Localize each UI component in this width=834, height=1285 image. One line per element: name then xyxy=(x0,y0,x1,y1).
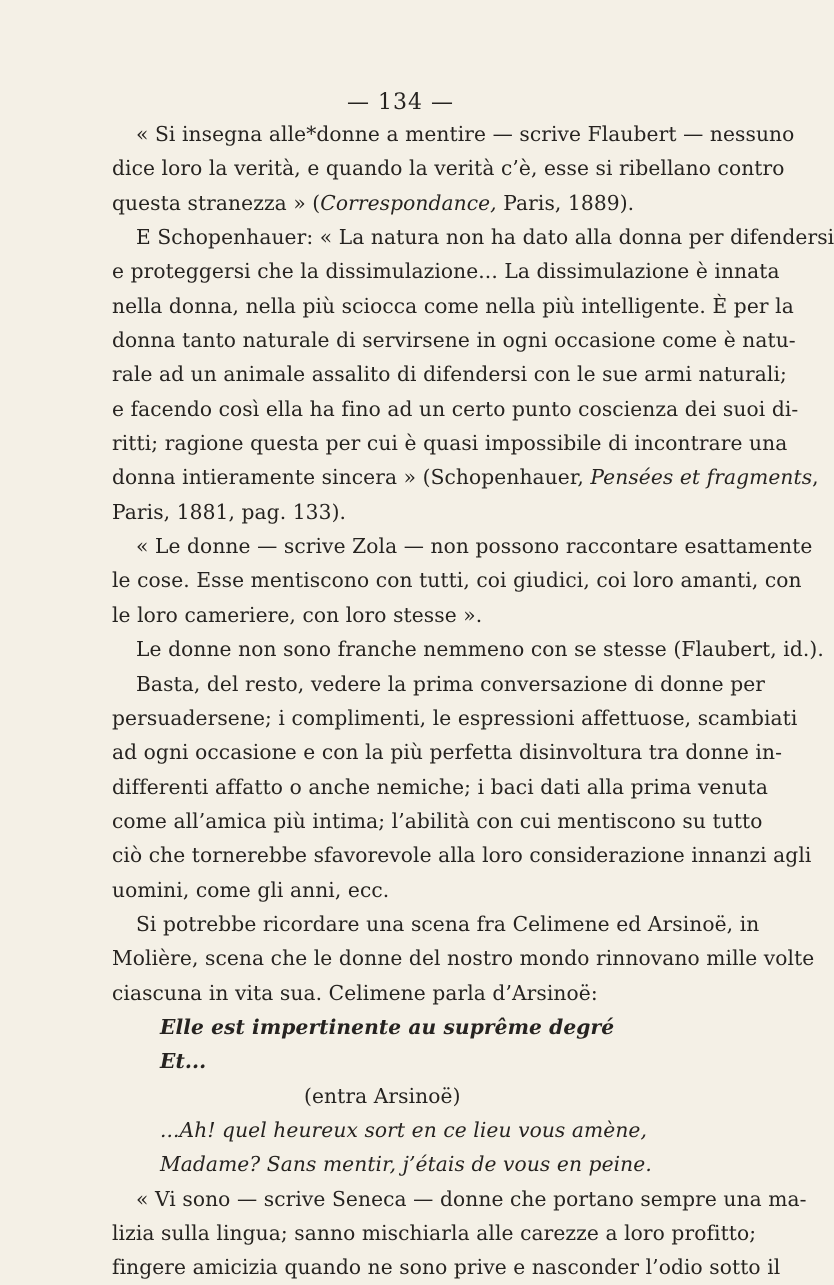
text-line: differenti affatto o anche nemiche; i baci dati alla prima venuta xyxy=(112,774,768,799)
book-title: Correspondance, xyxy=(320,190,497,215)
verse-line: Elle est impertinente au suprême degré xyxy=(160,1014,615,1039)
text-line: le cose. Esse mentiscono con tutti, coi giudici, coi loro amanti, con xyxy=(112,568,802,593)
verse-line: ...Ah! quel heureux sort en ce lieu vous amène, xyxy=(160,1117,647,1142)
text-line: Paris, 1881, pag. 133). xyxy=(112,499,347,524)
verse-line: Et... xyxy=(160,1049,207,1074)
text-line: come all’amica più intima; l’abilità con cui mentiscono su tutto xyxy=(112,808,763,833)
text-line: nella donna, nella più sciocca come nella più intelligente. È per la xyxy=(112,293,794,318)
text-line: « Si insegna alle*donne a mentire — scrive Flaubert — nessuno xyxy=(136,122,795,146)
text-line: Molière, scena che le donne del nostro mondo rinnovano mille volte xyxy=(112,946,815,971)
text-line: le loro cameriere, con loro stesse ». xyxy=(112,602,483,627)
text-line: lizia sulla lingua; sanno mischiarla alle carezze a loro profitto; xyxy=(112,1221,757,1245)
text-line xyxy=(112,460,819,494)
verse-line: Madame? Sans mentir, j’étais de vous en peine. xyxy=(160,1152,652,1177)
text-line: persuadersene; i complimenti, le espressioni affettuose, scambiati xyxy=(112,705,798,730)
text-line: fingere amicizia quando ne sono prive e nasconder l’odio sotto il xyxy=(112,1255,781,1280)
text-line: ad ogni occasione e con la più perfetta disinvoltura tra donne in- xyxy=(112,740,782,765)
text-line xyxy=(112,186,692,220)
body-text xyxy=(112,117,834,1285)
text-line: ciò che tornerebbe sfavorevole alla loro considerazione innanzi agli xyxy=(112,843,812,868)
text-line: ciascuna in vita sua. Celimene parla d’Arsinoë: xyxy=(112,980,598,1005)
text-span: Paris, 1889). xyxy=(496,190,635,215)
text-line: uomini, come gli anni, ecc. xyxy=(112,877,390,902)
text-span: , xyxy=(812,465,819,490)
text-line: dice loro la verità, e quando la verità c’è, esse si ribellano contro xyxy=(112,156,785,181)
text-line: Le donne non sono franche nemmeno con se stesse (Flaubert, id.). xyxy=(136,637,824,662)
text-line: « Le donne — scrive Zola — non possono raccontare esattamente xyxy=(136,534,813,559)
text-line: E Schopenhauer: « La natura non ha dato alla donna per difendersi xyxy=(136,225,834,250)
text-span: donna intieramente sincera » (Schopenhauer, xyxy=(112,465,591,490)
text-line: donna tanto naturale di servirsene in ogni occasione come è natu- xyxy=(112,328,796,353)
text-line: rale ad un animale assalito di difendersi con le sue armi naturali; xyxy=(112,362,787,387)
text-line: e proteggersi che la dissimulazione... La dissimulazione è innata xyxy=(112,259,780,284)
text-line: Basta, del resto, vedere la prima conversazione di donne per xyxy=(136,671,766,696)
page-number: — 134 — xyxy=(347,90,454,115)
book-title: Pensées et fragments xyxy=(590,465,813,490)
text-line: Si potrebbe ricordare una scena fra Celimene ed Arsinoë, in xyxy=(136,911,760,936)
text-span: questa stranezza » ( xyxy=(112,190,321,215)
text-line: e facendo così ella ha fino ad un certo punto coscienza dei suoi di- xyxy=(112,396,799,421)
text-line: « Vi sono — scrive Seneca — donne che portano sempre una ma- xyxy=(136,1186,807,1211)
text-line: ritti; ragione questa per cui è quasi impossibile di incontrare una xyxy=(112,431,788,456)
stage-direction: (entra Arsinoë) xyxy=(304,1083,461,1108)
